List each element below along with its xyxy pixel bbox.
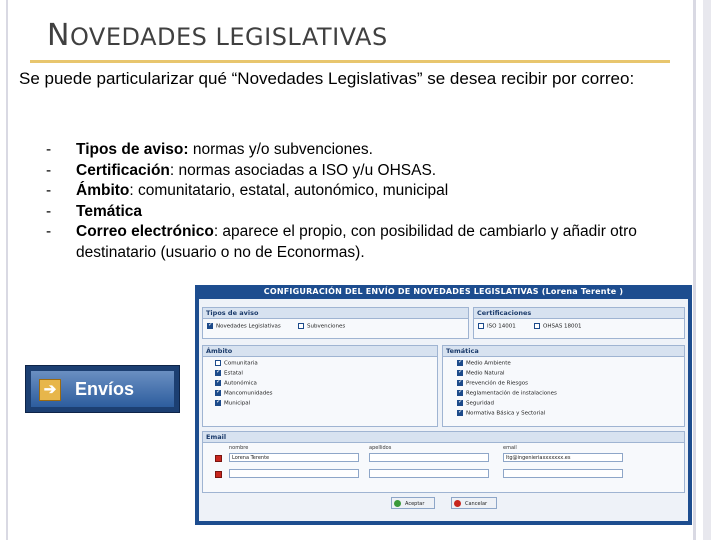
- delete-row-icon[interactable]: [215, 455, 222, 462]
- tematica-option[interactable]: ✓Reglamentación de instalaciones: [457, 390, 557, 398]
- checkbox[interactable]: [457, 390, 463, 396]
- apellidos-field[interactable]: [369, 453, 489, 462]
- tematica-panel: [442, 345, 685, 427]
- config-title: CONFIGURACIÓN DEL ENVÍO DE NOVEDADES LEGISLATIVAS (Lorena Terente ): [263, 287, 624, 296]
- slide-left-border: [6, 0, 8, 540]
- cancel-button[interactable]: Cancelar: [451, 497, 497, 509]
- cancel-icon: [454, 500, 461, 507]
- envios-label: Envíos: [75, 379, 135, 399]
- arrow-right-icon: ➔: [39, 379, 61, 401]
- list-item: - Temática: [46, 202, 143, 220]
- nombre-field[interactable]: [229, 469, 359, 478]
- email-field[interactable]: [503, 469, 623, 478]
- checkbox[interactable]: [215, 360, 221, 366]
- checkbox[interactable]: [457, 360, 463, 366]
- slide-title: NOVEDADES LEGISLATIVAS: [47, 18, 388, 53]
- checkbox[interactable]: [215, 390, 221, 396]
- title-underline: [30, 60, 670, 63]
- tipos-aviso-panel: [202, 307, 469, 339]
- ambito-option[interactable]: ✓Mancomunidades: [215, 390, 272, 398]
- checkbox[interactable]: [215, 370, 221, 376]
- certificaciones-heading: Certificaciones: [474, 308, 684, 319]
- email-panel: [202, 431, 685, 493]
- checkbox[interactable]: [534, 323, 540, 329]
- envios-button[interactable]: [25, 365, 180, 413]
- checkbox[interactable]: [457, 380, 463, 386]
- apellidos-field[interactable]: [369, 469, 489, 478]
- intro-text: Se puede particularizar qué “Novedades Legislativas” se desea recibir por correo:: [19, 69, 635, 88]
- ambito-option[interactable]: Comunitaria: [215, 360, 258, 368]
- feature-list: [46, 140, 676, 263]
- check-icon: [394, 500, 401, 507]
- checkbox[interactable]: [207, 323, 213, 329]
- list-item: - Certificación: normas asociadas a ISO y/u OHSAS.: [46, 161, 437, 179]
- envios-button-face: [31, 371, 174, 407]
- accept-button[interactable]: Aceptar: [391, 497, 435, 509]
- checkbox[interactable]: [215, 380, 221, 386]
- ambito-option[interactable]: ✓Autonómica: [215, 380, 257, 388]
- checkbox[interactable]: [478, 323, 484, 329]
- ambito-option[interactable]: ✓Municipal: [215, 400, 250, 408]
- delete-row-icon[interactable]: [215, 471, 222, 478]
- slide-right-border-outer: [703, 0, 711, 540]
- email-label: email: [503, 445, 517, 451]
- apellidos-label: apellidos: [369, 445, 392, 451]
- config-body: [199, 299, 688, 521]
- ambito-option[interactable]: ✓Estatal: [215, 370, 243, 378]
- tematica-option[interactable]: ✓Normativa Básica y Sectorial: [457, 410, 545, 418]
- slide-right-border: [693, 0, 696, 540]
- tipos-aviso-option[interactable]: ✓Novedades Legislativas: [207, 323, 281, 331]
- list-item: - Ámbito: comunitatario, estatal, autonómico, municipal: [46, 182, 449, 199]
- email-field[interactable]: ltg@ingenieriaxxxxxxx.es: [503, 453, 623, 462]
- nombre-field[interactable]: Lorena Terente: [229, 453, 359, 462]
- config-screenshot: [195, 285, 692, 525]
- tipos-aviso-heading: Tipos de aviso: [203, 308, 468, 319]
- certificacion-option[interactable]: ISO 14001: [478, 323, 516, 331]
- tematica-option[interactable]: ✓Prevención de Riesgos: [457, 380, 528, 388]
- tematica-heading: Temática: [443, 346, 684, 357]
- checkbox[interactable]: [298, 323, 304, 329]
- email-heading: Email: [203, 432, 684, 443]
- tipos-aviso-option[interactable]: Subvenciones: [298, 323, 345, 331]
- list-item: - Tipos de aviso: normas y/o subvenciones.: [46, 141, 373, 158]
- checkbox[interactable]: [215, 400, 221, 406]
- ambito-panel: [202, 345, 438, 427]
- list-item: - Correo electrónico: aparece el propio, con posibilidad de cambiarlo y añadir otro destinatario (usuario o no de Econormas).: [46, 223, 637, 261]
- tematica-option[interactable]: ✓Medio Natural: [457, 370, 505, 378]
- ambito-heading: Ámbito: [203, 346, 437, 357]
- certificacion-option[interactable]: OHSAS 18001: [534, 323, 582, 331]
- tematica-option[interactable]: ✓Medio Ambiente: [457, 360, 511, 368]
- checkbox[interactable]: [457, 400, 463, 406]
- tematica-option[interactable]: ✓Seguridad: [457, 400, 494, 408]
- certificaciones-panel: [473, 307, 685, 339]
- checkbox[interactable]: [457, 410, 463, 416]
- checkbox[interactable]: [457, 370, 463, 376]
- nombre-label: nombre: [229, 445, 249, 451]
